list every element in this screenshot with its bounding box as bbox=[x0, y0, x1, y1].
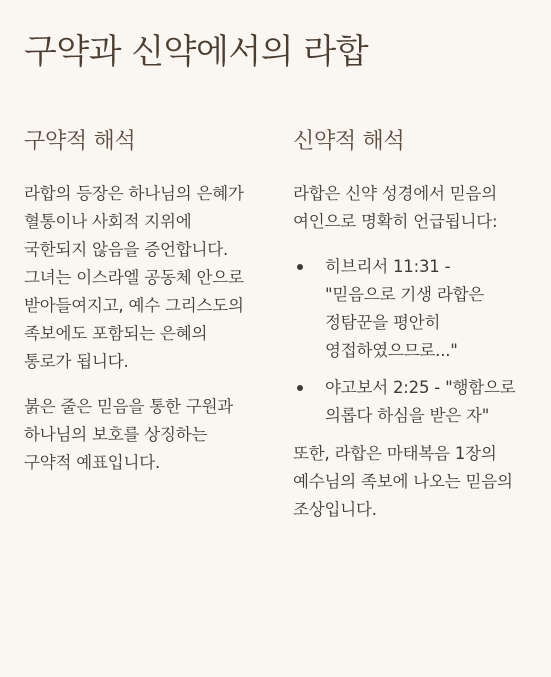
old-testament-heading: 구약적 해석 bbox=[24, 129, 136, 154]
page-title: 구약과 신약에서의 라합 bbox=[24, 32, 369, 72]
new-testament-intro: 라합은 신약 성경에서 믿음의 여인으로 명확히 언급됩니다: bbox=[293, 183, 498, 231]
new-testament-section bbox=[293, 128, 519, 541]
old-testament-paragraph-2: 붉은 줄은 믿음을 통한 구원과 하나님의 보호를 상징하는 구약적 예표입니다. bbox=[24, 396, 234, 472]
bullet-dot-icon bbox=[297, 385, 303, 391]
new-testament-closing: 또한, 라합은 마태복음 1장의 예수님의 족보에 나오는 믿음의 조상입니다. bbox=[293, 443, 513, 519]
bullet-dot-icon bbox=[297, 264, 303, 270]
list-item bbox=[293, 253, 519, 365]
new-testament-heading: 신약적 해석 bbox=[293, 129, 405, 154]
list-item bbox=[293, 374, 519, 430]
scripture-james: 야고보서 2:25 - "행함으로 의롭다 하심을 받은 자" bbox=[325, 377, 516, 425]
old-testament-section bbox=[24, 128, 256, 494]
old-testament-paragraph-1: 라합의 등장은 하나님의 은혜가 혈통이나 사회적 지위에 국한되지 않음을 증언합니다. 그녀는 이스라엘 공동체 안으로 받아들여지고, 예수 그리스도의 족보에도 포함되는 은혜의 통로가 됩니다. bbox=[24, 183, 244, 371]
scripture-hebrews: 히브리서 11:31 - "믿음으로 기생 라합은 정탐꾼을 평안히 영접하였으므로..." bbox=[325, 256, 485, 360]
scripture-list bbox=[293, 253, 519, 430]
